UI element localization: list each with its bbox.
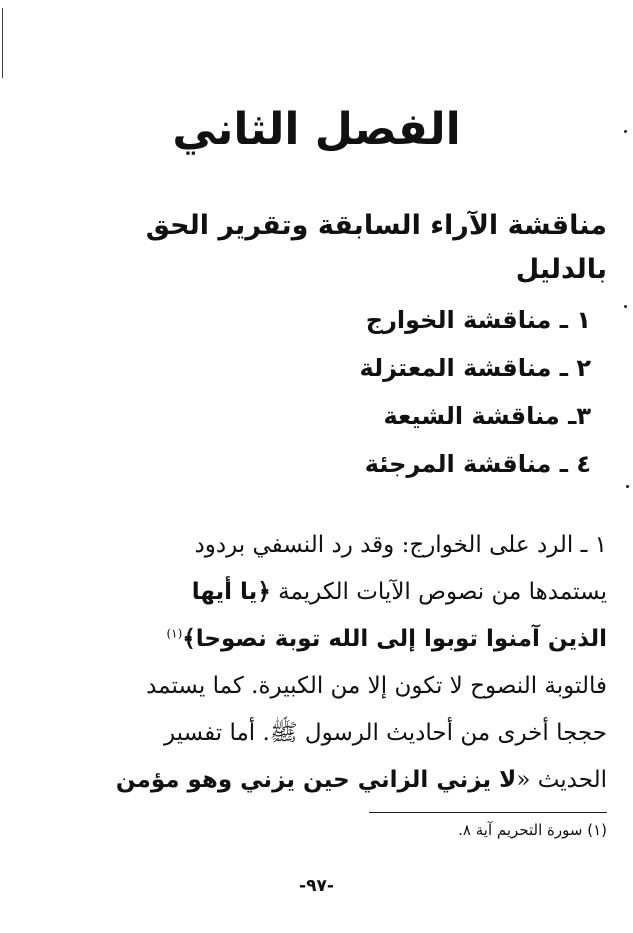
margin-dot [626, 485, 629, 488]
body-line [25, 569, 607, 616]
contents-item: ٣ـ مناقشة الشيعة [383, 402, 591, 430]
contents-item: ٢ ـ مناقشة المعتزلة [359, 354, 591, 382]
contents-item: ١ ـ مناقشة الخوارج [365, 306, 591, 334]
quran-verse: ﴿يا أيها [191, 579, 271, 605]
body-line: ١ ـ الرد على الخوارج: وقد رد النسفي بردود [194, 532, 607, 558]
footnote-marker: (١) [166, 626, 183, 641]
chapter-title: الفصل الثاني [172, 104, 461, 155]
contents-list [291, 296, 591, 488]
page-number: -٩٧- [299, 876, 334, 896]
contents-item: ٤ ـ مناقشة المرجئة [364, 450, 591, 478]
body-paragraph [25, 522, 607, 804]
footnote-divider [369, 812, 607, 813]
section-heading: مناقشة الآراء السابقة وتقرير الحق بالدليل [145, 210, 607, 285]
body-line [25, 757, 607, 804]
body-line: حججا أخرى من أحاديث الرسول ﷺ. أما تفسير [163, 720, 607, 746]
margin-dot [624, 305, 627, 308]
body-line [25, 616, 607, 663]
body-text-segment: الحديث « [516, 767, 607, 793]
body-line: فالتوبة النصوح لا تكون إلا من الكبيرة. كما يستمد [146, 673, 607, 699]
margin-rule [2, 8, 3, 78]
hadith-quote: لا يزني الزاني حين يزني وهو مؤمن [115, 767, 517, 793]
body-text-segment: يستمدها من نصوص الآيات الكريمة [270, 579, 607, 605]
footnote: (١) سورة التحريم آية ٨. [458, 821, 607, 839]
quran-verse: الذين آمنوا توبوا إلى الله توبة نصوحا﴾ [182, 626, 607, 652]
